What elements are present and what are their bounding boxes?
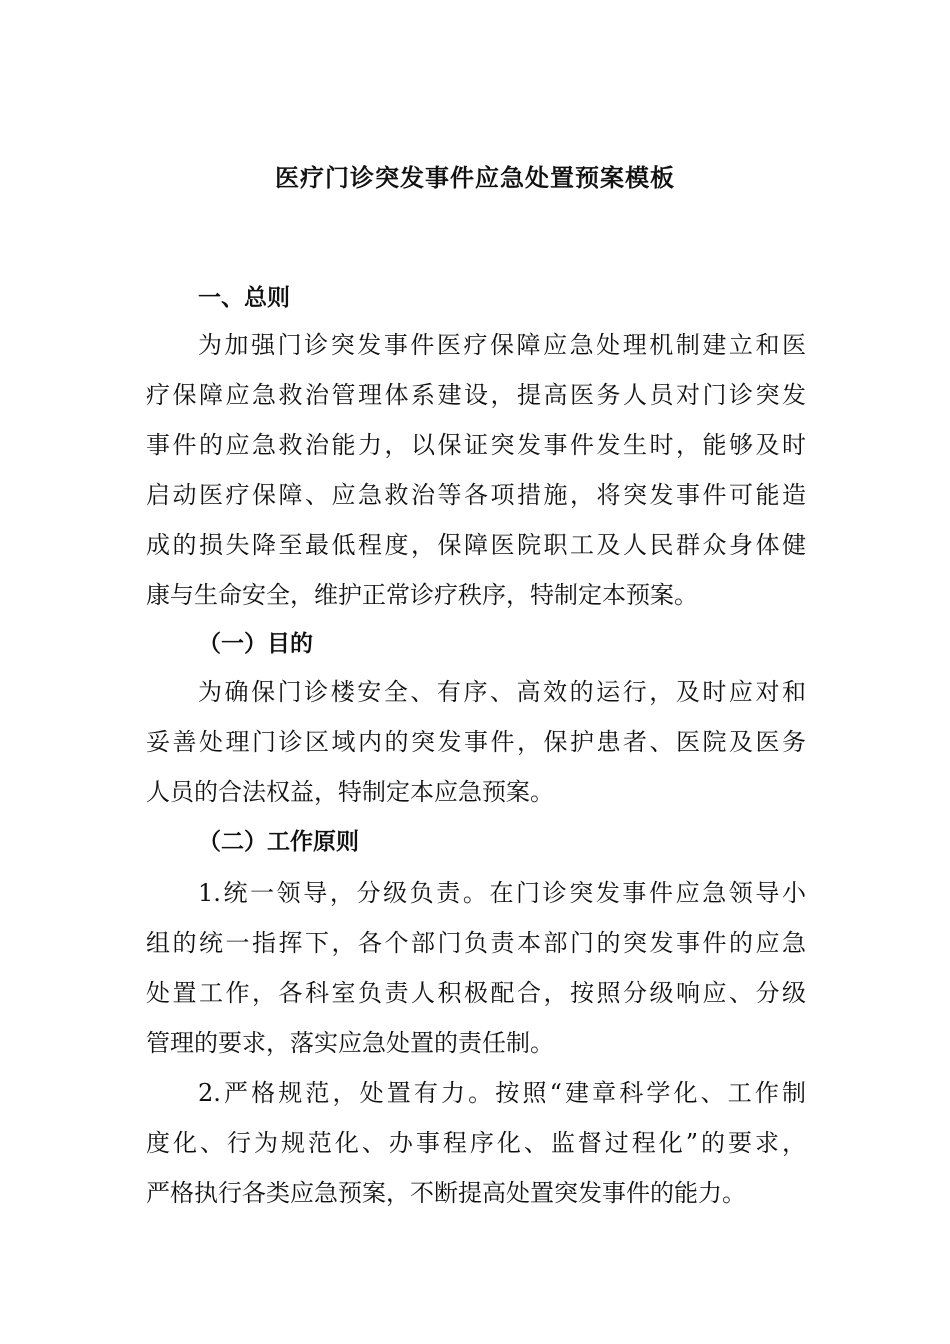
paragraph-purpose [146, 667, 806, 817]
text-line: 2.严格规范，处置有力。按照“建章科学化、工作制 [198, 1079, 806, 1107]
text-line: 启动医疗保障、应急救治等各项措施，将突发事件可能造 [146, 481, 806, 509]
text-line: 成的损失降至最低程度，保障医院职工及人民群众身体健 [146, 531, 806, 559]
section-heading-general: 一、总则 [198, 285, 290, 311]
paragraph-intro [146, 320, 806, 620]
text-line: 度化、行为规范化、办事程序化、监督过程化”的要求， [146, 1129, 806, 1157]
text-line: 人员的合法权益，特制定本应急预案。 [146, 778, 554, 806]
text-line: 严格执行各类应急预案，不断提高处置突发事件的能力。 [146, 1179, 746, 1207]
text-line: 疗保障应急救治管理体系建设，提高医务人员对门诊突发 [146, 381, 806, 409]
text-line: 处置工作，各科室负责人积极配合，按照分级响应、分级 [146, 979, 806, 1007]
subsection-heading-purpose: （一）目的 [198, 631, 313, 657]
text-line: 事件的应急救治能力，以保证突发事件发生时，能够及时 [146, 431, 806, 459]
text-line: 为确保门诊楼安全、有序、高效的运行，及时应对和 [198, 678, 806, 706]
paragraph-principle-1 [146, 868, 806, 1068]
text-line: 1.统一领导，分级负责。在门诊突发事件应急领导小 [198, 879, 806, 907]
document-title: 医疗门诊突发事件应急处置预案模板 [275, 164, 675, 192]
text-line: 管理的要求，落实应急处置的责任制。 [146, 1029, 554, 1057]
paragraph-principle-2 [146, 1068, 806, 1218]
text-line: 妥善处理门诊区域内的突发事件，保护患者、医院及医务 [146, 728, 806, 756]
text-line: 康与生命安全，维护正常诊疗秩序，特制定本预案。 [146, 581, 698, 609]
subsection-heading-principles: （二）工作原则 [198, 829, 359, 855]
text-line: 为加强门诊突发事件医疗保障应急处理机制建立和医 [198, 331, 806, 359]
text-line: 组的统一指挥下，各个部门负责本部门的突发事件的应急 [146, 929, 806, 957]
